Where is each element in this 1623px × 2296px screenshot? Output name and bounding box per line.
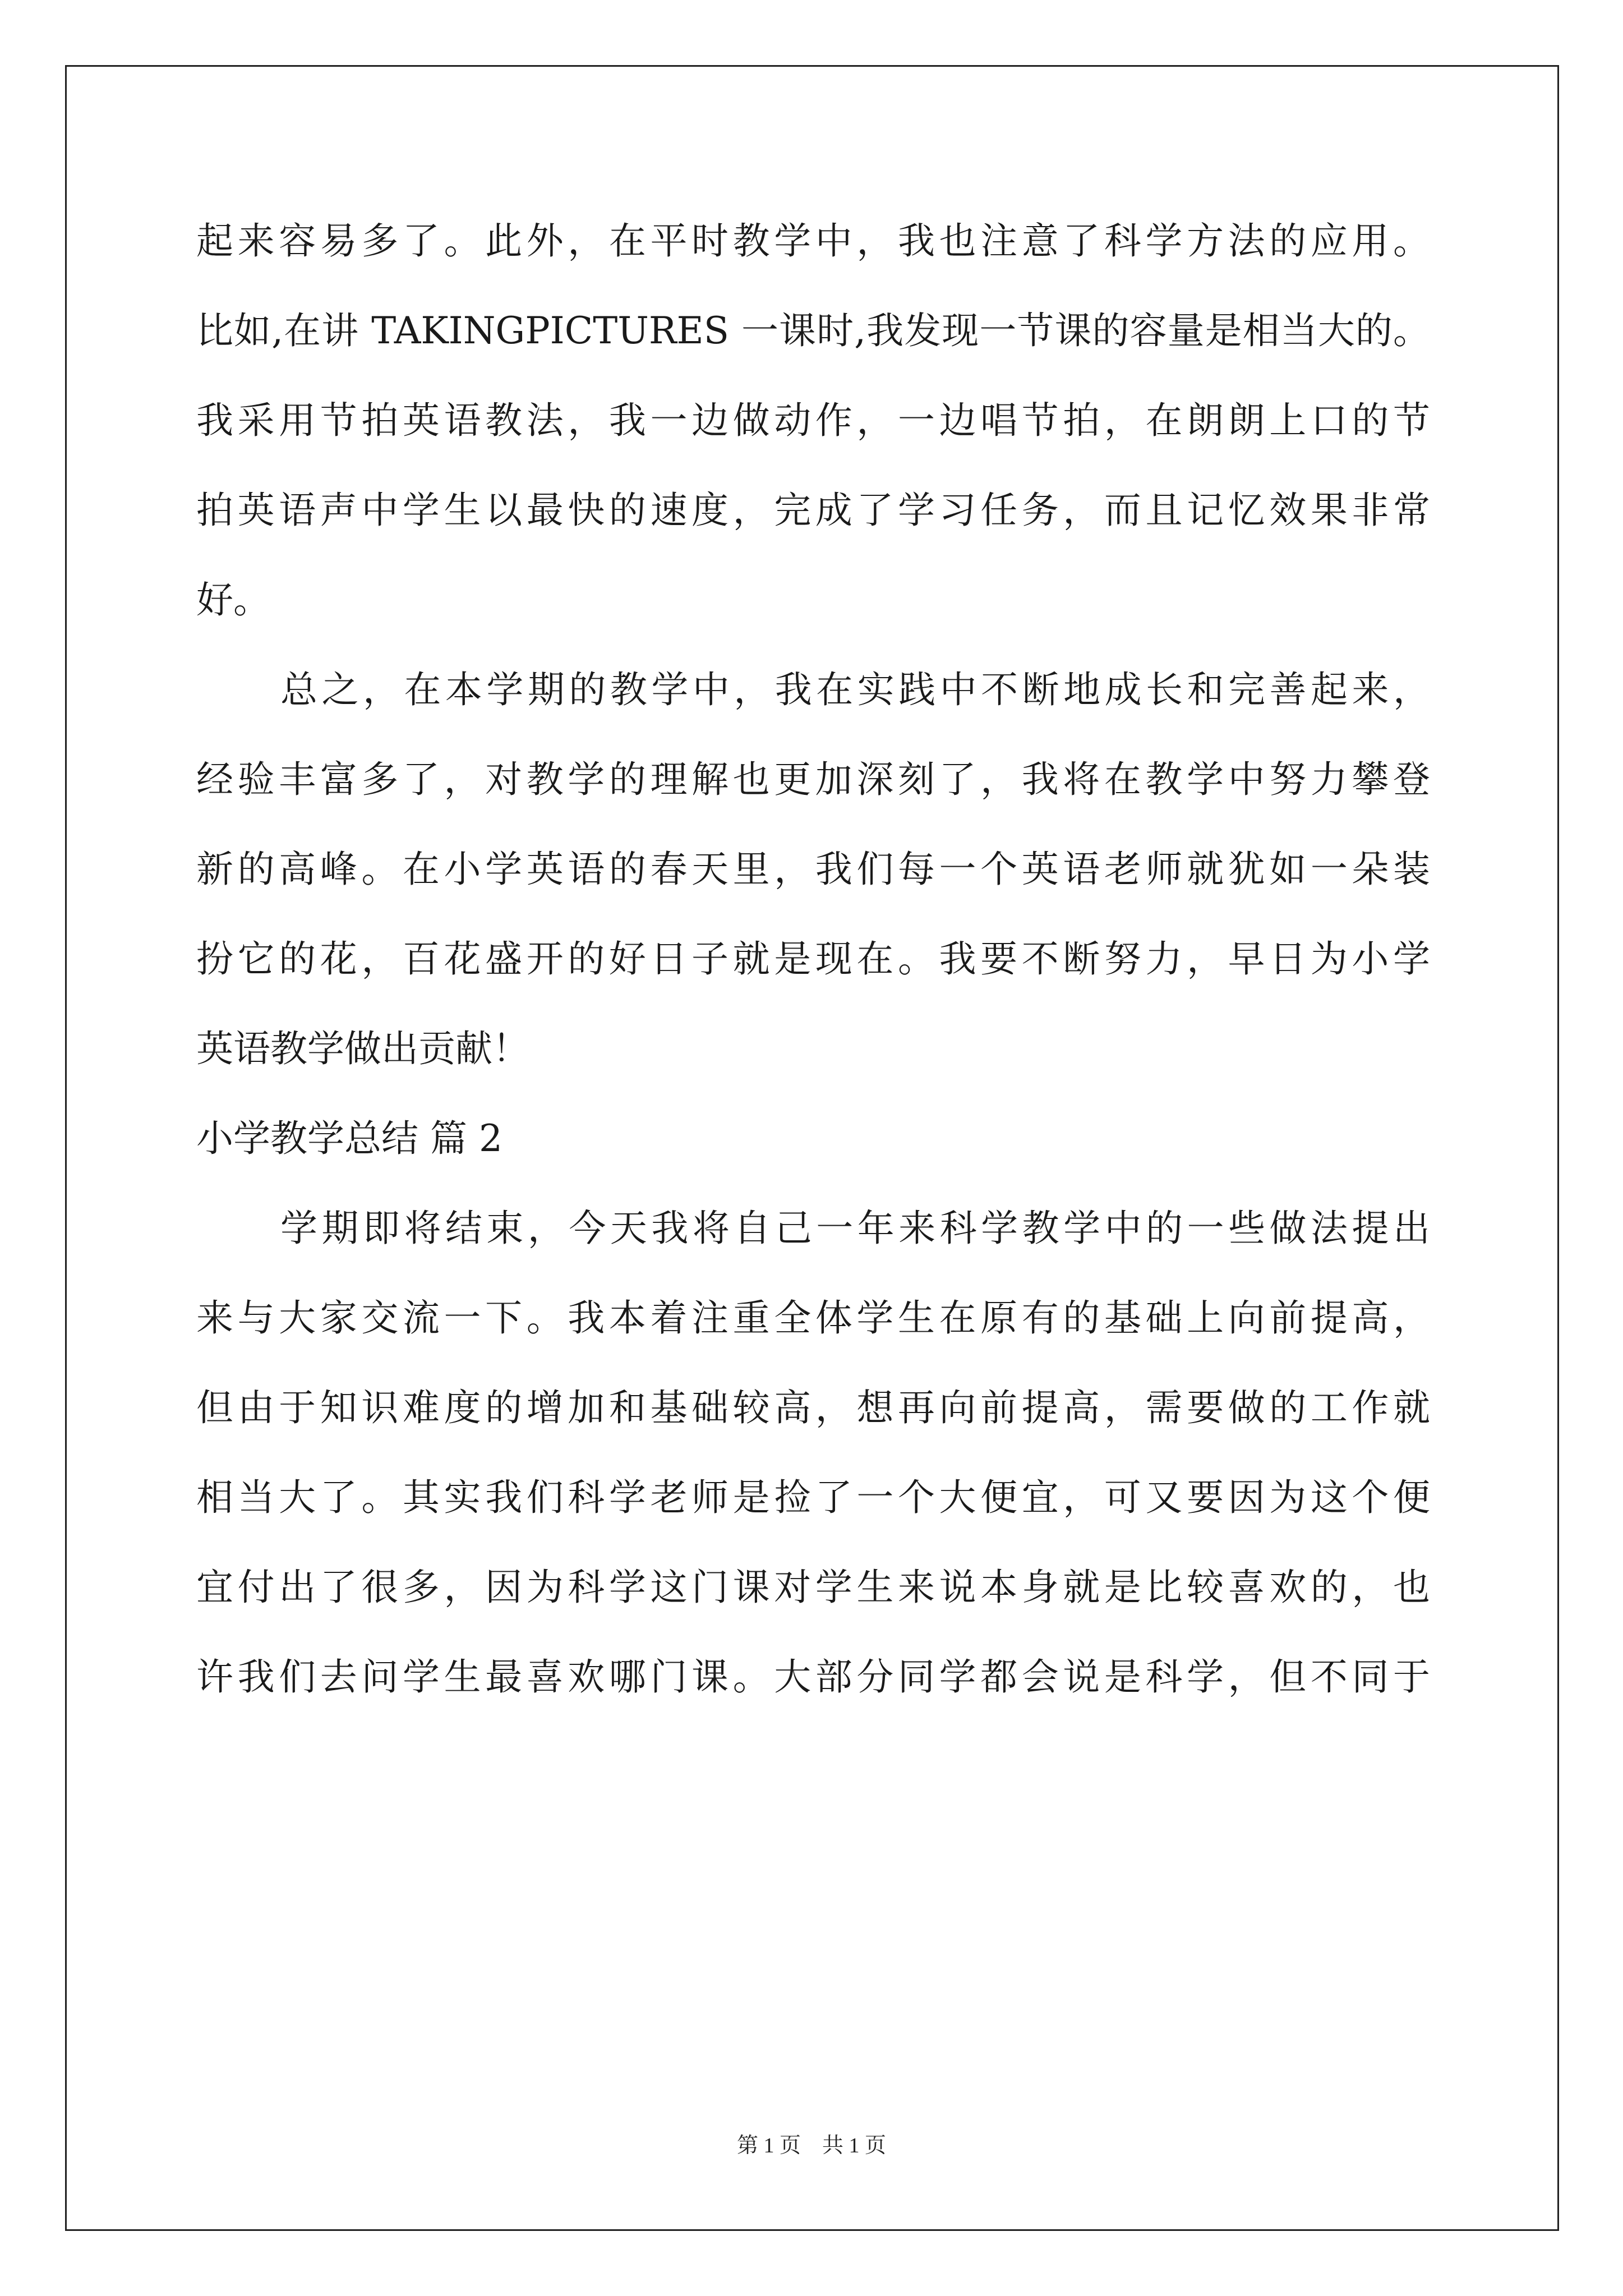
paragraph-line: 新的高峰。在小学英语的春天里，我们每一个英语老师就犹如一朵装 [196, 848, 1430, 891]
paragraph-line: 宜付出了很多，因为科学这门课对学生来说本身就是比较喜欢的，也 [196, 1566, 1430, 1609]
section-heading: 小学教学总结 篇 2 [196, 1117, 502, 1160]
paragraph-line: 比如,在讲 TAKINGPICTURES 一课时,我发现一节课的容量是相当大的。 [196, 309, 1430, 352]
paragraph-line: 起来容易多了。此外，在平时教学中，我也注意了科学方法的应用。 [196, 219, 1430, 263]
paragraph-line: 许我们去问学生最喜欢哪门课。大部分同学都会说是科学，但不同于 [196, 1655, 1430, 1699]
paragraph-line: 总之，在本学期的教学中，我在实践中不断地成长和完善起来， [280, 668, 1430, 711]
paragraph-line: 我采用节拍英语教法，我一边做动作，一边唱节拍，在朗朗上口的节 [196, 399, 1430, 442]
paragraph-line: 英语教学做出贡献！ [196, 1027, 529, 1070]
paragraph-line: 扮它的花，百花盛开的好日子就是现在。我要不断努力，早日为小学 [196, 937, 1430, 981]
page-number: 第 1 页 共 1 页 [736, 2134, 886, 2157]
paragraph-line: 相当大了。其实我们科学老师是捡了一个大便宜，可又要因为这个便 [196, 1476, 1430, 1519]
paragraph-line: 经验丰富多了，对教学的理解也更加深刻了，我将在教学中努力攀登 [196, 758, 1430, 801]
paragraph-line: 拍英语声中学生以最快的速度，完成了学习任务，而且记忆效果非常 [196, 489, 1430, 532]
paragraph-line: 但由于知识难度的增加和基础较高，想再向前提高，需要做的工作就 [196, 1386, 1430, 1429]
paragraph-line: 好。 [196, 578, 270, 622]
paragraph-line: 学期即将结束，今天我将自己一年来科学教学中的一些做法提出 [280, 1207, 1430, 1250]
paragraph-line: 来与大家交流一下。我本着注重全体学生在原有的基础上向前提高， [196, 1296, 1430, 1340]
